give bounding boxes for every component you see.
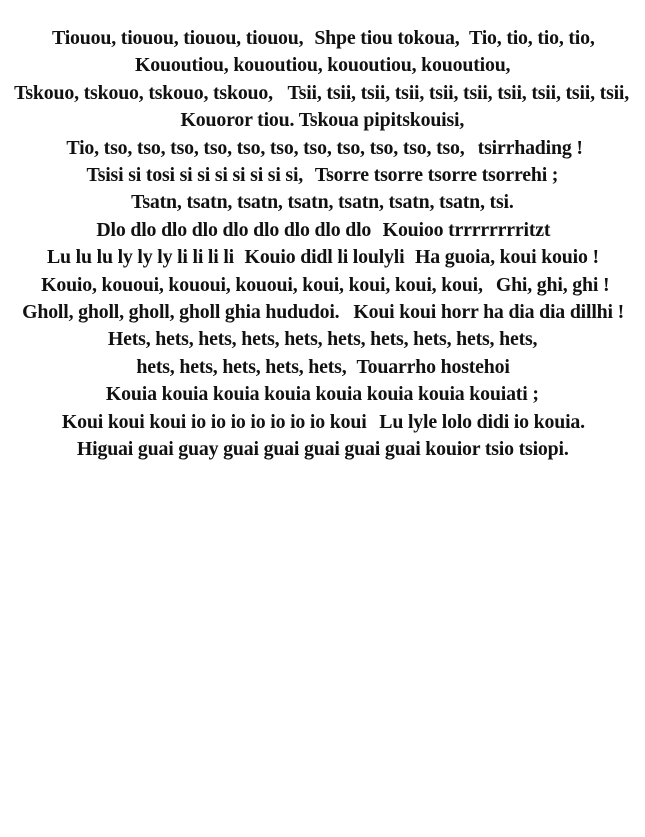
poem-text	[0, 25, 645, 464]
poem-line: Tsorre tsorre tsorre tsorrehi ;	[315, 164, 559, 187]
poem-line: Kououtiou, kououtiou, kououtiou, kououtiou,	[134, 54, 511, 77]
poem-line: Tskouo, tskouo, tskouo, tskouo,	[14, 81, 274, 104]
poem-line: Dlo dlo dlo dlo dlo dlo dlo dlo dlo	[96, 218, 371, 241]
poem-line: Tio, tso, tso, tso, tso, tso, tso, tso, tso, tso, tso, tso,	[66, 136, 465, 159]
poem-line: Lu lyle lolo didi io kouia.	[379, 410, 585, 433]
poem-line: Kouio, kououi, kououi, kououi, koui, koui, koui, koui,	[40, 273, 483, 296]
poem-line: Tsii, tsii, tsii, tsii, tsii, tsii, tsii, tsii, tsii, tsii,	[287, 81, 630, 104]
poem-line: tsirrhading !	[477, 136, 583, 159]
poem-line: Tsisi si tosi si si si si si si si,	[86, 164, 303, 187]
poem-line: Touarrho hostehoi	[356, 355, 511, 378]
poem-line: Ghi, ghi, ghi !	[496, 273, 610, 296]
poem-line: Lu lu lu ly ly ly li li li li	[46, 246, 234, 269]
poem-line: Tiouou, tiouou, tiouou, tiouou,	[52, 27, 304, 49]
poem-line: Kouoror tiou. Tskoua pipitskouisi,	[180, 109, 465, 132]
poem-line: Koui koui horr ha dia dia dillhi !	[353, 301, 625, 324]
poem-line: Hets, hets, hets, hets, hets, hets, hets, hets, hets, hets,	[107, 328, 538, 351]
poem-line: Kouioo trrrrrrrritzt	[382, 218, 551, 241]
poem-line: Gholl, gholl, gholl, gholl ghia hududoi.	[21, 301, 340, 324]
poem-line: Higuai guai guay guai guai guai guai guai kouior tsio tsiopi.	[76, 438, 569, 461]
poem-line: Shpe tiou tokoua,	[314, 27, 461, 49]
poem-line: hets, hets, hets, hets, hets,	[135, 355, 347, 378]
poem-line: Kouia kouia kouia kouia kouia kouia kouia kouiati ;	[106, 383, 539, 406]
poem-line: Kouio didl li loulyli	[244, 246, 405, 269]
poem-line: Tio, tio, tio, tio,	[469, 27, 595, 49]
poem-line: Tsatn, tsatn, tsatn, tsatn, tsatn, tsatn, tsatn, tsi.	[131, 191, 514, 214]
poem-line: Koui koui koui io io io io io io io koui	[61, 410, 367, 433]
poem-line: Ha guoia, koui kouio !	[414, 246, 599, 269]
